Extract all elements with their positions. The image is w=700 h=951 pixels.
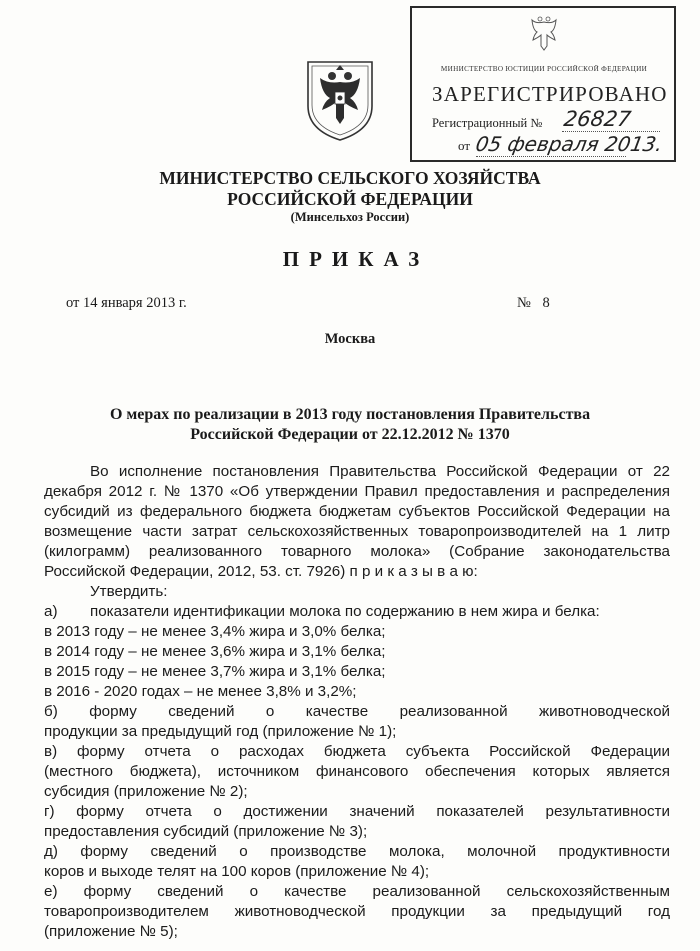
ministry-short-name: (Минсельхоз России) — [290, 210, 410, 224]
item-v-line: (местного бюджета), источником финансового обеспечения которых является — [44, 763, 670, 780]
item-a-label: а) — [44, 603, 58, 620]
stamp-ministry-text: МИНИСТЕРСТВО ЮСТИЦИИ РОССИЙСКОЙ ФЕДЕРАЦИИ — [440, 65, 648, 73]
approve-line: Утвердить: — [90, 583, 168, 600]
item-g-line: предоставления субсидий (приложение № 3); — [44, 823, 368, 840]
item-a-text: показатели идентификации молока по содержанию в нем жира и белка: — [90, 603, 600, 620]
order-date: от 14 января 2013 г. — [66, 295, 187, 311]
subject-line-1: О мерах по реализации в 2013 году постановления Правительства — [109, 406, 591, 423]
year-2014-line: в 2014 году – не менее 3,6% жира и 3,1% белка; — [44, 643, 386, 660]
order-number: № 8 — [517, 295, 550, 311]
item-d-line: коров и выходе телят на 100 коров (приложение № 4); — [44, 863, 430, 880]
item-e-line: е) форму сведений о качестве реализованной сельскохозяйственным — [44, 883, 670, 900]
item-a — [44, 602, 670, 622]
stamp-date-underline — [476, 156, 626, 157]
ministry-line-1: МИНИСТЕРСТВО СЕЛЬСКОГО ХОЗЯЙСТВА — [159, 168, 541, 188]
document-type-title: ПРИКАЗ — [282, 247, 430, 271]
body-line: (килограмм) реализованного товарного молока» (Собрание законодательства — [44, 543, 670, 560]
body-line: Российской Федерации, 2012, 53. ст. 7926) п р и к а з ы в а ю: — [44, 563, 478, 580]
ministry-name — [0, 168, 700, 210]
body-line: возмещение части затрат сельскохозяйственных товаропроизводителей на 1 литр — [44, 523, 670, 540]
order-body — [44, 462, 670, 942]
order-subject — [0, 405, 700, 445]
stamp-reg-number: 26827 — [562, 107, 633, 131]
city-name: Москва — [324, 331, 376, 347]
registration-stamp — [410, 6, 676, 162]
stamp-date-handwritten: 05 февраля 2013. — [473, 132, 665, 156]
item-b-line: б) форму сведений о качестве реализованной животноводческой — [44, 703, 670, 720]
stamp-emblem-icon — [524, 16, 564, 58]
body-line: субсидий из федерального бюджета бюджетам субъектов Российской Федерации на — [44, 503, 670, 520]
year-2013-line: в 2013 году – не менее 3,4% жира и 3,0% белка; — [44, 623, 386, 640]
body-line: декабря 2012 г. № 1370 «Об утверждении Правил предоставления и распределения — [44, 483, 670, 500]
item-v-line: субсидия (приложение № 2); — [44, 783, 248, 800]
item-g-line: г) форму отчета о достижении значений показателей результативности — [44, 803, 670, 820]
coat-of-arms-emblem — [302, 54, 378, 142]
year-2015-line: в 2015 году – не менее 3,7% жира и 3,1% белка; — [44, 663, 386, 680]
item-v-line: в) форму отчета о расходах бюджета субъекта Российской Федерации — [44, 743, 670, 760]
item-d-line: д) форму сведений о производстве молока, молочной продуктивности — [44, 843, 670, 860]
item-e-line: товаропроизводителем животноводческой продукции за предыдущий год — [44, 903, 670, 920]
stamp-registered-label: ЗАРЕГИСТРИРОВАНО — [432, 82, 668, 106]
stamp-reg-number-label: Регистрационный № — [432, 116, 543, 130]
item-e-line: (приложение № 5); — [44, 923, 178, 940]
year-2016-line: в 2016 - 2020 годах – не менее 3,8% и 3,2%; — [44, 683, 357, 700]
ministry-line-2: РОССИЙСКОЙ ФЕДЕРАЦИИ — [227, 189, 473, 209]
item-b-line: продукции за предыдущий год (приложение № 1); — [44, 723, 397, 740]
subject-line-2: Российской Федерации от 22.12.2012 № 1370 — [190, 426, 510, 443]
stamp-date-prefix: от — [458, 138, 471, 153]
body-line: Во исполнение постановления Правительства Российской Федерации от 22 — [90, 463, 670, 480]
